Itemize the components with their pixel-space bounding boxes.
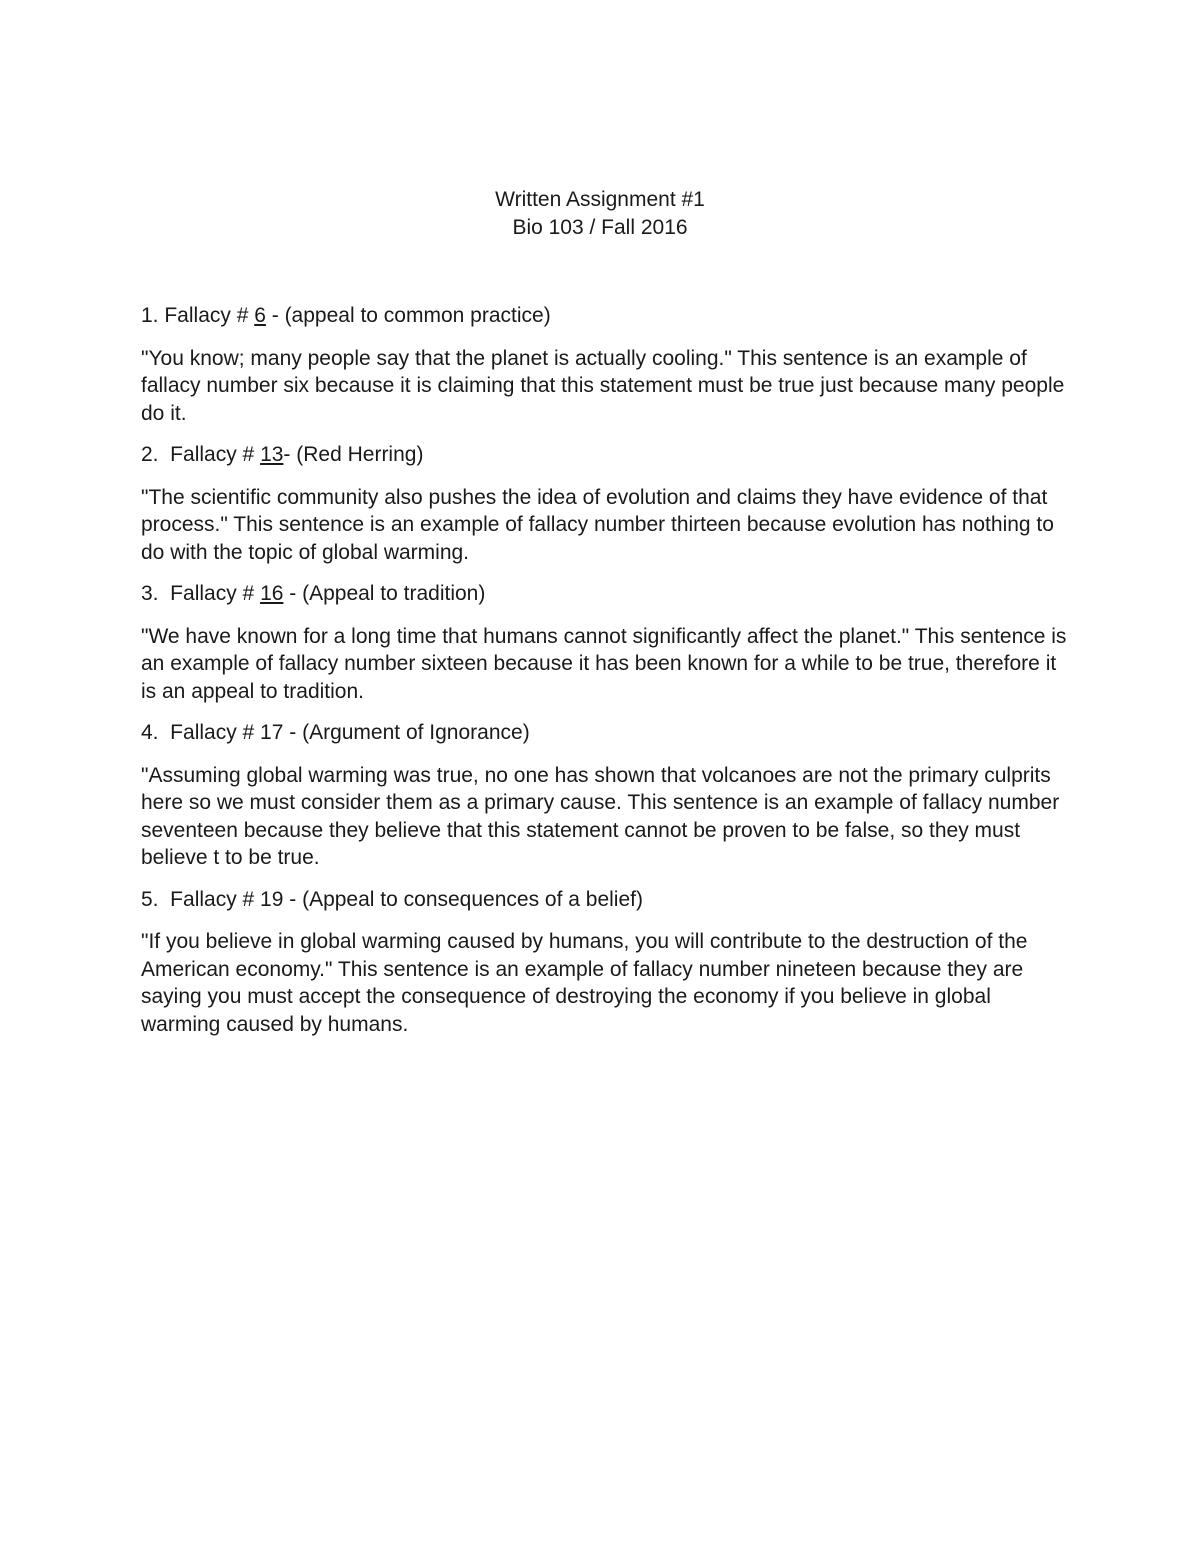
fallacy-number: 6 — [254, 304, 266, 327]
item-number: 5. — [141, 887, 159, 911]
heading-prefix: Fallacy # — [158, 304, 255, 327]
item-number: 4. — [141, 721, 159, 744]
fallacy-explanation-1: "You know; many people say that the planet is actually cooling." This sentence is an example of fallacy number six because it is claiming that this statement must be true just because many people do it. — [141, 346, 1065, 425]
fallacy-explanation-5: "If you believe in global warming caused by humans, you will contribute to the destruction of the American economy." This sentence is an example of fallacy number nineteen because they are saying you must accept the consequence of destroying the economy if you believe in global warming caused by humans. — [141, 930, 1028, 1036]
fallacy-explanation-4: "Assuming global warming was true, no one has shown that volcanoes are not the primary culprits here so we must consider them as a primary cause. This sentence is an example of fallacy number seventeen because they believe that this statement cannot be proven to be false, so they must believe t to be true. — [141, 763, 1060, 869]
course-info: Bio 103 / Fall 2016 — [512, 215, 688, 239]
fallacy-heading-3 — [141, 580, 1071, 608]
heading-prefix: Fallacy # 17 - (Argument of Ignorance) — [158, 721, 530, 744]
item-number: 3. — [141, 582, 159, 605]
heading-suffix: - (Appeal to tradition) — [283, 582, 486, 605]
fallacy-number: 13 — [260, 443, 284, 466]
heading-suffix: - (Red Herring) — [283, 443, 424, 466]
document-title: Written Assignment #1 — [495, 188, 705, 211]
document-body — [141, 302, 1071, 1052]
fallacy-explanation-2: "The scientific community also pushes the idea of evolution and claims they have evidence of that process." This sentence is an example of fallacy number thirteen because evolution has nothing to do with the topic of global warming. — [141, 485, 1054, 564]
document-header — [0, 186, 1200, 241]
heading-prefix: Fallacy # — [158, 443, 261, 466]
fallacy-heading-4 — [141, 719, 1071, 747]
item-number: 1. — [141, 304, 159, 327]
heading-prefix: Fallacy # — [158, 582, 261, 605]
heading-suffix: - (appeal to common practice) — [265, 304, 551, 327]
fallacy-explanation-3: "We have known for a long time that humans cannot significantly affect the planet." This sentence is an example of fallacy number sixteen because it has been known for a while to be true, therefore it is an appeal to tradition. — [141, 624, 1067, 703]
item-number: 2. — [141, 443, 159, 466]
fallacy-heading-5 — [141, 886, 1071, 914]
heading-prefix: Fallacy # 19 - (Appeal to consequences of a belief) — [158, 887, 643, 911]
fallacy-heading-2 — [141, 441, 1071, 469]
fallacy-number: 16 — [260, 582, 284, 605]
fallacy-heading-1 — [141, 302, 1071, 330]
